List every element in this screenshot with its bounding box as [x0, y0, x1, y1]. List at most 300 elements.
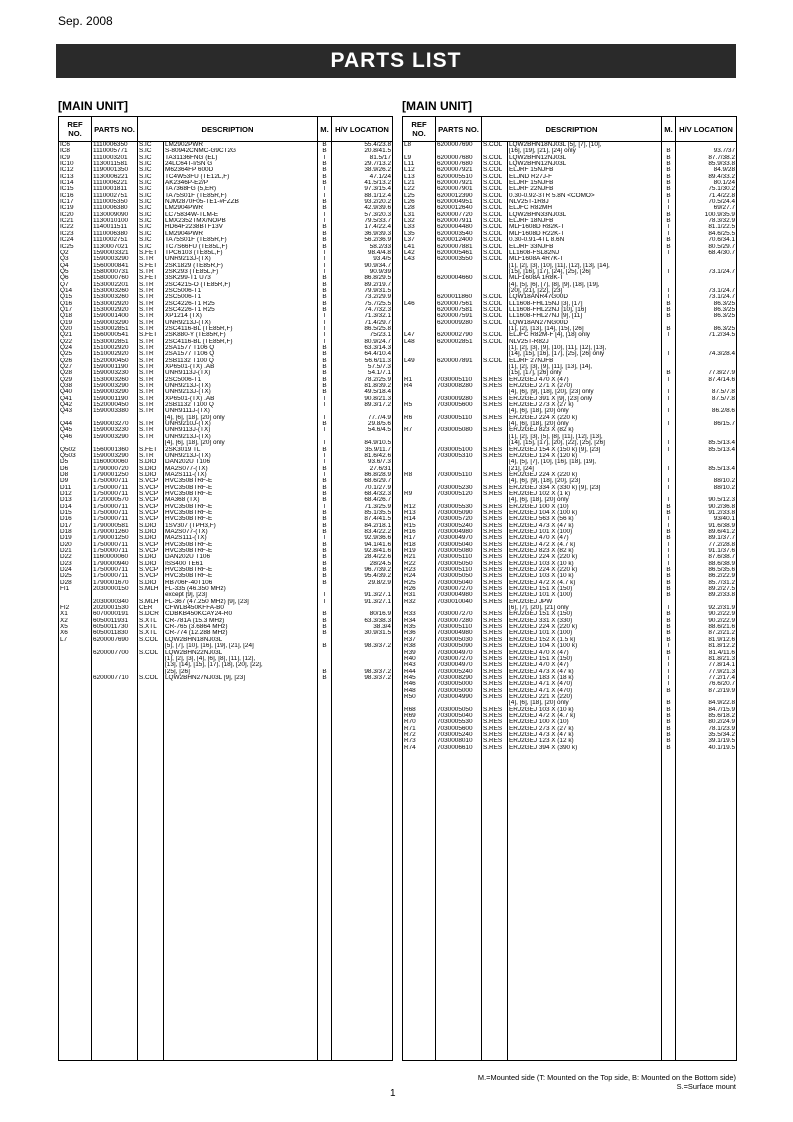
mount-side-cell: B — [662, 326, 676, 332]
mount-side-cell: T — [662, 675, 676, 681]
parts-no-cell: 1750000711 — [92, 548, 138, 554]
mount-side-cell: B — [318, 466, 332, 472]
right-section-title: [MAIN UNIT] — [402, 99, 472, 113]
left-parts-table-container — [58, 116, 392, 1061]
type-cell: S.IC — [138, 142, 164, 149]
parts-no-cell: 6200007581 — [436, 307, 482, 313]
description-cell: HVC350BTRF-E — [164, 573, 318, 579]
description-cell: [14], [15], [16], [17], [25], [26] only — [508, 351, 662, 357]
parts-no-cell: 7030005040 — [436, 713, 482, 719]
description-cell: 2SK293 (TE85L,F) — [164, 269, 318, 275]
mount-side-cell: B — [662, 237, 676, 243]
description-cell: XP6501-(TX) .AB — [164, 364, 318, 370]
ref-no-cell: R31 — [403, 592, 436, 598]
type-cell: S.IC — [138, 174, 164, 180]
location-cell: 88.1/12.4 — [332, 193, 393, 199]
mount-side-cell: T — [662, 478, 676, 484]
type-cell: S.DIO — [138, 554, 164, 560]
location-cell: 98.3/37.2 — [332, 643, 393, 649]
type-cell: S.RES — [482, 611, 508, 617]
mount-side-cell: T — [318, 592, 332, 598]
description-cell: ERJ2GEJ 103 X (10 k) — [508, 561, 662, 567]
description-cell: ERJ2GEJ 394 X (390 k) — [508, 745, 662, 751]
mount-side-cell: T — [318, 269, 332, 275]
ref-no-cell: D5 — [59, 459, 92, 465]
description-cell: HVC350BTRF-E — [164, 548, 318, 554]
mount-side-cell: B — [662, 688, 676, 694]
parts-no-cell: 1110002751 — [92, 193, 138, 199]
mount-side-cell: B — [662, 726, 676, 732]
parts-no-cell: 7030005600 — [436, 402, 482, 408]
location-cell: 93.2/20.2 — [332, 199, 393, 205]
ref-no-cell: D14 — [59, 504, 92, 510]
parts-no-cell: 6200011860 — [436, 294, 482, 300]
parts-no-cell: 1110005350 — [92, 199, 138, 205]
description-cell: MLF1608A 1R8K-T — [508, 275, 662, 281]
description-cell: ELJFC R82MH — [508, 205, 662, 211]
type-cell: S.COL — [482, 294, 508, 300]
page-title-banner: PARTS LIST — [56, 44, 736, 78]
description-cell: [25], [26] — [164, 669, 318, 675]
description-cell: 2SC4226-T1 R25 — [164, 301, 318, 307]
type-cell: S.RES — [482, 472, 508, 478]
description-cell: 2SC4226-T1 R25 — [164, 307, 318, 313]
location-cell: 85.6/18.2 — [676, 713, 737, 719]
type-cell: S.VCP — [138, 548, 164, 554]
description-cell: M62364FP 600D — [164, 167, 318, 173]
description-cell: ERJ2GEJ 473 X (47 k) — [508, 732, 662, 738]
parts-no-cell: 7030005240 — [436, 669, 482, 675]
mount-side-cell: T — [662, 497, 676, 503]
location-cell: 80.2/24.9 — [676, 719, 737, 725]
mount-side-cell: B — [318, 478, 332, 484]
location-cell: 77.8/14.1 — [676, 662, 737, 668]
mount-side-cell: B — [318, 542, 332, 548]
parts-no-cell: 7030005080 — [436, 427, 482, 433]
description-cell: LQW2BHN18NJ03L — [164, 637, 318, 643]
type-cell: S.IC — [138, 148, 164, 154]
ref-no-cell: Q38 — [59, 383, 92, 389]
location-cell: 98.4/4.8 — [332, 250, 393, 256]
type-cell: S.TR — [138, 358, 164, 364]
type-cell: S.COL — [482, 218, 508, 224]
location-cell: 81.8/21.3 — [676, 656, 737, 662]
type-cell: S.RES — [482, 618, 508, 624]
parts-no-cell: 6200007911 — [436, 218, 482, 224]
parts-no-cell: 7030005240 — [436, 523, 482, 529]
location-cell: 91.3/27.1 — [332, 599, 393, 605]
parts-no-cell: 6200012390 — [436, 193, 482, 199]
ref-no-cell: D12 — [59, 491, 92, 497]
ref-no-cell: L8 — [403, 142, 436, 149]
location-cell: 85.1/35.5 — [332, 510, 393, 516]
type-cell: S.DIO — [138, 535, 164, 541]
description-cell: ERJ2GEJ 224 X (220 k) — [508, 624, 662, 630]
description-cell: FL-367 (47.250 MHz) [9], [23] — [164, 599, 318, 605]
type-cell: S.IC — [138, 237, 164, 243]
location-cell: 91.6/38.9 — [676, 523, 737, 529]
right-parts-table — [402, 116, 737, 1061]
parts-no-cell: 1560001360 — [92, 447, 138, 453]
location-cell: 92.2/31.9 — [676, 605, 737, 611]
parts-no-cell: 7030004970 — [436, 662, 482, 668]
type-cell: S.RES — [482, 402, 508, 408]
description-cell: ERJ2GEJ 224 X (220 k) — [508, 554, 662, 560]
description-cell: 1SV307 (TPH3,F) — [164, 523, 318, 529]
description-cell: ERJ2GEJ 471 X (470) — [508, 681, 662, 687]
type-cell: S.MLH — [138, 586, 164, 592]
location-cell: 87.4/41.5 — [332, 516, 393, 522]
description-cell: LQW2BHN27NJ03L [9], [23] — [164, 675, 318, 681]
location-cell: 88.6/21.6 — [676, 624, 737, 630]
mount-header: M. — [662, 117, 676, 142]
ref-no-cell: D20 — [59, 542, 92, 548]
mount-side-cell: B — [318, 180, 332, 186]
mount-side-cell: B — [662, 573, 676, 579]
mount-side-cell: T — [662, 554, 676, 560]
location-cell: 86.2/8.6 — [676, 408, 737, 414]
mount-side-cell: B — [662, 510, 676, 516]
ref-no-cell: Q26 — [59, 358, 92, 364]
mount-side-cell: B — [662, 529, 676, 535]
location-cell: 49.5/18.4 — [332, 389, 393, 395]
type-cell: S.RES — [482, 656, 508, 662]
table-filler-row — [59, 681, 393, 1060]
location-cell: 89.2/33.8 — [676, 592, 737, 598]
type-cell: S.TR — [138, 453, 164, 459]
location-cell: 86.3/25 — [676, 307, 737, 313]
description-cell: ERJ2GEJ 101 X (100) — [508, 592, 662, 598]
description-cell: ERJ2GEJ 472 X (4.7 k) — [508, 713, 662, 719]
mount-side-cell: T — [318, 212, 332, 218]
ref-no-cell: FI1 — [59, 586, 92, 592]
parts-no-cell: 6200007680 — [436, 161, 482, 167]
ref-no-cell: L25 — [403, 193, 436, 199]
mount-side-cell: T — [318, 440, 332, 446]
parts-no-cell: 1110006380 — [92, 205, 138, 211]
parts-no-cell: 7030005030 — [436, 637, 482, 643]
mount-side-cell: B — [318, 389, 332, 395]
parts-no-cell: 1110002751 — [92, 237, 138, 243]
ref-no-cell: L48 — [403, 339, 436, 345]
location-cell: 85.9/33.8 — [676, 161, 737, 167]
type-cell: S.IC — [138, 205, 164, 211]
type-cell: S.RES — [482, 650, 508, 656]
description-cell: ERJ2GEJ 473 X (47 k) — [508, 669, 662, 675]
description-cell: MA2S077-(TX) — [164, 466, 318, 472]
mount-side-cell: T — [662, 231, 676, 237]
parts-no-cell: 2020001530 — [92, 605, 138, 611]
mount-side-cell: T — [662, 269, 676, 275]
mount-side-cell: B — [318, 237, 332, 243]
left-section-title: [MAIN UNIT] — [58, 99, 128, 113]
mount-side-cell: T — [318, 320, 332, 326]
type-cell: S.COL — [482, 180, 508, 186]
ref-no-cell: L22 — [403, 186, 436, 192]
mount-side-cell: B — [318, 491, 332, 497]
parts-no-cell: 7030008290 — [436, 675, 482, 681]
parts-no-cell: 1530002201 — [92, 282, 138, 288]
location-cell: 38.3/4 — [332, 624, 393, 630]
description-cell: ERJ2GEJ 151 X (150) — [508, 586, 662, 592]
type-cell: S.DIO — [138, 580, 164, 586]
description-cell: LM2904PWR — [164, 231, 318, 237]
mount-side-cell: B — [318, 161, 332, 167]
description-cell: 2SK3019 TL — [164, 447, 318, 453]
description-cell: LMX2352TMX/NOPB — [164, 218, 318, 224]
type-cell: CER — [138, 605, 164, 611]
description-cell: [13], [14], [15], [17], [18], [20], [22], — [164, 662, 318, 668]
ref-no-cell: R37 — [403, 637, 436, 643]
parts-no-cell: 1130006221 — [92, 174, 138, 180]
parts-no-cell: 1590003230 — [92, 427, 138, 433]
parts-no-cell: 1590003270 — [92, 421, 138, 427]
location-cell: 76.6/20.7 — [676, 681, 737, 687]
description-cell: TC7S66FU (TE85L,F) — [164, 244, 318, 250]
location-cell: 47.1/24 — [332, 174, 393, 180]
parts-no-cell: 1560000841 — [92, 263, 138, 269]
description-cell: HVC350BTRF-E — [164, 491, 318, 497]
parts-no-cell: 1790001250 — [92, 472, 138, 478]
location-cell: 90.2/22.9 — [676, 618, 737, 624]
mount-side-cell: B — [318, 205, 332, 211]
ref-no-cell: IC9 — [59, 155, 92, 161]
type-cell: S.RES — [482, 485, 508, 491]
ref-no-cell: D28 — [59, 580, 92, 586]
description-cell: ERJ2GEJ 273 X (27 k) — [508, 726, 662, 732]
description-cell: NLV25T-R82J — [508, 339, 662, 345]
ref-no-cell: D22 — [59, 554, 92, 560]
mount-side-cell: T — [318, 535, 332, 541]
mount-side-cell: B — [662, 161, 676, 167]
description-cell: UNR9213J-(TX) — [164, 383, 318, 389]
mount-side-cell: B — [318, 529, 332, 535]
location-cell: 42.9/39.6 — [332, 205, 393, 211]
mount-side-cell: T — [662, 447, 676, 453]
description-cell: UNR9113J-(TX) — [164, 370, 318, 376]
ref-no-cell: R72 — [403, 732, 436, 738]
description-cell: LQW2BHN12NJ03L — [508, 161, 662, 167]
location-cell: 71.3/25.9 — [332, 504, 393, 510]
mount-side-cell: T — [318, 250, 332, 256]
location-cell: 75.1/30.2 — [676, 186, 737, 192]
ref-no-cell: R43 — [403, 662, 436, 668]
mount-side-cell: B — [318, 485, 332, 491]
type-cell: S.COL — [482, 307, 508, 313]
description-cell: ERJ2GEJ 563 X (56 k) — [508, 516, 662, 522]
ref-no-cell: R44 — [403, 669, 436, 675]
type-cell: S.RES — [482, 542, 508, 548]
description-cell: [4], [6], [18], [20] only — [164, 440, 318, 446]
description-cell: LM2902PWR — [164, 142, 318, 149]
location-cell: 87.6/38.7 — [676, 554, 737, 560]
parts-no-cell: 1110001811 — [92, 186, 138, 192]
mount-side-cell: T — [318, 427, 332, 433]
type-cell: S.VCP — [138, 516, 164, 522]
type-cell: S.RES — [482, 662, 508, 668]
mount-side-cell: T — [662, 681, 676, 687]
parts-no-cell: 6200009280 — [436, 320, 482, 326]
type-cell: S.IC — [138, 218, 164, 224]
mount-side-cell: B — [318, 282, 332, 288]
type-cell: S.COL — [482, 250, 508, 256]
description-cell: ERJ2GEJ 183 X (18 k) — [508, 675, 662, 681]
mount-side-cell: B — [318, 370, 332, 376]
parts-no-cell: 6200007690 — [92, 637, 138, 643]
location-cell: 63.3/38.3 — [332, 618, 393, 624]
parts-no-cell: 7030005100 — [436, 447, 482, 453]
table-header-row — [59, 117, 393, 142]
type-cell: S.TR — [138, 402, 164, 408]
type-cell: S.COL — [482, 199, 508, 205]
description-cell: [4], [6], [18], [20] only — [164, 415, 318, 421]
parts-no-cell: 1590003290 — [92, 320, 138, 326]
ref-no-cell: IC13 — [59, 174, 92, 180]
location-cell: 73.1/24.7 — [676, 294, 737, 300]
type-cell: S.COL — [138, 637, 164, 643]
parts-no-cell: 7030004970 — [436, 535, 482, 541]
type-cell: S.COL — [482, 193, 508, 199]
parts-no-cell: 6200007680 — [436, 155, 482, 161]
type-cell: S.RES — [482, 599, 508, 605]
location-cell: 90.9/34.7 — [332, 263, 393, 269]
location-cell: 35.9/11.7 — [332, 447, 393, 453]
parts-no-cell: 7030005040 — [436, 542, 482, 548]
location-cell: 85.5/13.4 — [676, 440, 737, 446]
location-cell: 89.1/37.7 — [676, 535, 737, 541]
ref-no-cell: R6 — [403, 415, 436, 421]
location-cell: 73.2/29.9 — [332, 294, 393, 300]
location-cell: 63.3/14.3 — [332, 345, 393, 351]
parts-no-cell: 7030005120 — [436, 491, 482, 497]
parts-no-cell: 1590003290 — [92, 383, 138, 389]
description-cell: ERJ2GEJ 221 X (220) — [508, 694, 662, 700]
mount-side-cell: T — [318, 313, 332, 319]
description-cell: ERJ2GEJ 152 X (1.5 k) — [508, 637, 662, 643]
ref-no-cell: IC12 — [59, 167, 92, 173]
description-cell: TA75S01F (TE85R,F) — [164, 237, 318, 243]
description-cell: [1], [2], [3], [9], [10], [11], [12], [13], — [508, 345, 662, 351]
type-cell: S.DCR — [138, 611, 164, 617]
type-cell: S.IC — [138, 199, 164, 205]
type-cell: S.COL — [482, 155, 508, 161]
type-cell: S.COL — [482, 161, 508, 167]
description-cell: MA2S111-(TX) — [164, 472, 318, 478]
type-cell: S.COL — [482, 237, 508, 243]
location-cell: 93.4/5 — [332, 256, 393, 262]
ref-no-cell: L37 — [403, 237, 436, 243]
description-cell: 3SK299-T1 U73 — [164, 275, 318, 281]
type-cell: S.RES — [482, 586, 508, 592]
type-cell: S.COL — [482, 186, 508, 192]
type-cell: S.VCP — [138, 510, 164, 516]
ref-no-cell: R45 — [403, 675, 436, 681]
parts-no-cell: 7030005050 — [436, 573, 482, 579]
ref-no-cell: D15 — [59, 510, 92, 516]
mount-side-cell: B — [318, 294, 332, 300]
parts-no-cell: 1530003260 — [92, 288, 138, 294]
location-cell: 77.2/17.4 — [676, 675, 737, 681]
mount-side-cell: T — [662, 548, 676, 554]
parts-no-cell: 7030010040 — [436, 599, 482, 605]
type-cell: S.RES — [482, 453, 508, 459]
parts-no-cell: 7030004980 — [436, 529, 482, 535]
type-cell: S.VCP — [138, 567, 164, 573]
mount-side-cell: B — [318, 383, 332, 389]
parts-no-cell: 7030005090 — [436, 510, 482, 516]
description-cell: LC75834W-TLM-E — [164, 212, 318, 218]
mount-side-cell: B — [662, 180, 676, 186]
location-cell: 81.8/39.2 — [332, 383, 393, 389]
mount-side-cell: T — [318, 402, 332, 408]
location-cell: 68.4/32.3 — [332, 491, 393, 497]
ref-no-cell: Q21 — [59, 332, 92, 338]
description-cell: UNR9213J-(TX) — [164, 453, 318, 459]
parts-no-cell: 7030005050 — [436, 707, 482, 713]
description-cell: UNR9213J-(TX) — [164, 320, 318, 326]
mount-side-cell: T — [318, 396, 332, 402]
ref-no-cell: Q43 — [59, 408, 92, 414]
parts-no-cell: 7030005110 — [436, 415, 482, 421]
parts-no-cell: 1110006380 — [92, 231, 138, 237]
type-cell: S.COL — [482, 167, 508, 173]
description-cell: ERJ2GEJ 224 X (220 k) — [508, 415, 662, 421]
location-cell: 27.6/31 — [332, 466, 393, 472]
mount-side-cell: T — [662, 485, 676, 491]
type-cell: S.TR — [138, 256, 164, 262]
description-cell: LL1608-FHL22NJ [10], [16] — [508, 307, 662, 313]
location-cell: 81.1/22.5 — [676, 224, 737, 230]
type-cell: S.XTL — [138, 630, 164, 636]
ref-no-cell: IC6 — [59, 142, 92, 149]
ref-no-cell: R21 — [403, 554, 436, 560]
header-date: Sep. 2008 — [58, 14, 113, 28]
description-cell: ERJ2GEJ 823 X (82 k) — [508, 548, 662, 554]
location-cell: 85.5/13.4 — [676, 447, 737, 453]
ref-no-cell: R7 — [403, 427, 436, 433]
type-cell: S.COL — [482, 358, 508, 364]
location-cell: 68.6/29.7 — [332, 478, 393, 484]
type-cell: S.XTL — [138, 624, 164, 630]
description-cell: 0.30-0.92-3TR 5.8N <COMO> — [508, 193, 662, 199]
description-cell: LQW18AN27NG00D — [508, 320, 662, 326]
description-cell: [4], [6], [9], [18], [20], [23] — [508, 478, 662, 484]
ref-no-cell: L42 — [403, 250, 436, 256]
parts-no-cell: 7030005110 — [436, 624, 482, 630]
type-cell: S.COL — [482, 256, 508, 262]
ref-no-cell: R25 — [403, 580, 436, 586]
ref-no-cell: Q24 — [59, 345, 92, 351]
type-cell: S.RES — [482, 719, 508, 725]
description-cell: ERJ2GEJ 151 X (150) — [508, 611, 662, 617]
location-cell: 87.7/38.2 — [676, 155, 737, 161]
mount-side-cell: B — [662, 618, 676, 624]
location-cell: 88/10.2 — [676, 478, 737, 484]
ref-no-cell: L47 — [403, 332, 436, 338]
description-cell: [4], [6], [18], [20] only — [508, 408, 662, 414]
description-cell: ERJ2GEJ 101 X (100) — [508, 630, 662, 636]
description-cell: [1], [2], [3], [9], [11], [13], [14], — [508, 364, 662, 370]
description-cell: ERJ2GEJ 472 X (4.7 k) — [508, 542, 662, 548]
parts-no-cell: 1590003290 — [92, 256, 138, 262]
ref-no-cell: Q4 — [59, 263, 92, 269]
ref-no-cell: D25 — [59, 573, 92, 579]
parts-no-cell: 1590003290 — [92, 434, 138, 440]
location-cell: 56.2/36.9 — [332, 237, 393, 243]
parts-no-cell: 6200007921 — [436, 180, 482, 186]
type-cell: S.RES — [482, 447, 508, 453]
ref-no-cell: Q2 — [59, 250, 92, 256]
